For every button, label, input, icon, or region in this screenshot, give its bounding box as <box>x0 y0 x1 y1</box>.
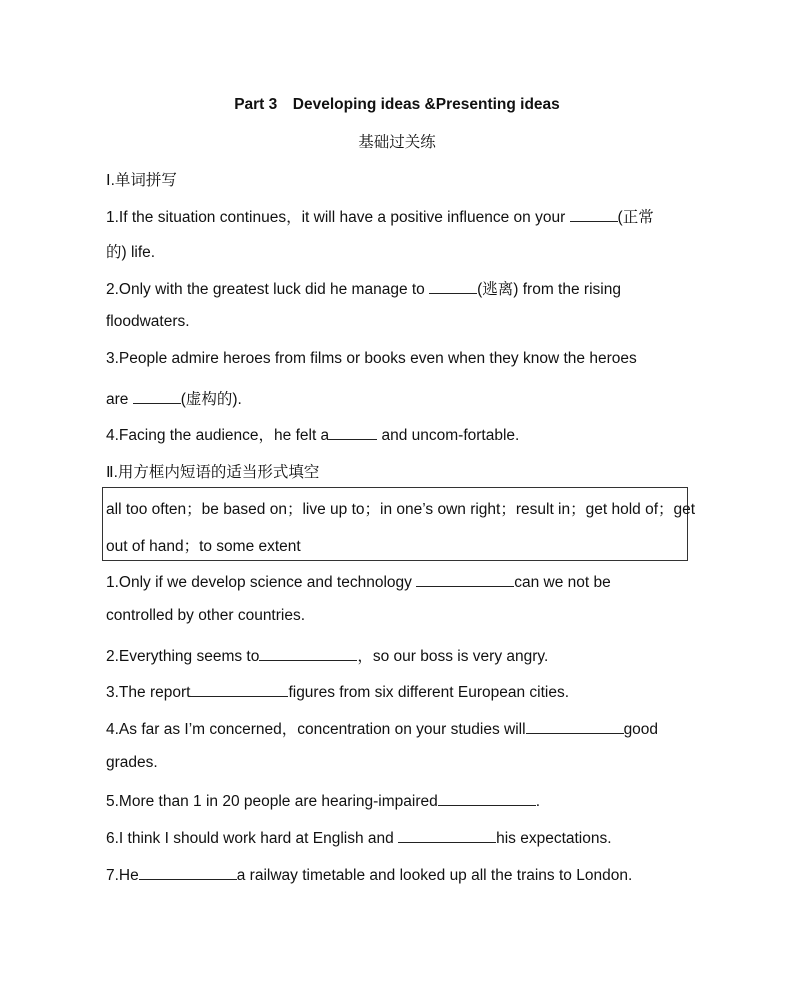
s2-q5-blank[interactable] <box>438 790 536 806</box>
s2-q4-text-end: good <box>623 721 659 738</box>
s2-q6-text: 6.I think I should work hard at English and <box>106 830 399 847</box>
s1-q4-blank[interactable] <box>329 424 377 440</box>
s1-q2-line2: floodwaters. <box>106 313 190 330</box>
s1-q2-blank[interactable] <box>429 278 477 294</box>
s2-q4-text: 4.As far as I’m concerned，concentration on your studies will <box>106 721 526 738</box>
s2-q1-text: 1.Only if we develop science and technology <box>106 574 417 591</box>
s1-q2-line1 <box>106 277 621 299</box>
s1-q3-line1: 3.People admire heroes from films or books even when they know the heroes <box>106 350 637 367</box>
s2-q6-text-end: his expectations. <box>496 830 612 847</box>
phrase-box-line2: out of hand；to some extent <box>106 538 301 555</box>
s1-q1-line1 <box>106 205 654 227</box>
s1-q1-line2: 的) life. <box>106 244 156 261</box>
section2-heading: Ⅱ.用方框内短语的适当形式填空 <box>106 464 320 481</box>
s1-q1-text: 1.If the situation continues，it will have a positive influence on your <box>106 209 570 226</box>
s2-q1-text-end: can we not be <box>514 574 611 591</box>
s2-q7-text-end: a railway timetable and looked up all the trains to London. <box>236 867 633 884</box>
s2-q5-text: 5.More than 1 in 20 people are hearing-impaired <box>106 793 438 810</box>
s1-q3-line2 <box>106 387 242 409</box>
s1-q2-hint: (逃离) <box>477 281 519 298</box>
s2-q2-text-end: ，so our boss is very angry. <box>357 648 549 665</box>
s2-q3-blank[interactable] <box>190 681 288 697</box>
s2-q3-text: 3.The report <box>106 684 191 701</box>
s2-q3-text-end: figures from six different European cities. <box>288 684 570 701</box>
s1-q3-text: are <box>106 391 133 408</box>
phrase-box-line1: all too often；be based on；live up to；in one’s own right；result in；get hold of；get <box>106 501 696 518</box>
s2-q5-end: . <box>535 793 541 810</box>
s2-q7-line1 <box>106 864 632 885</box>
s1-q4-text-end: and uncom-fortable. <box>377 427 520 444</box>
s2-q4-line2: grades. <box>106 754 158 771</box>
s2-q1-line1 <box>106 571 611 592</box>
s2-q4-blank[interactable] <box>526 718 624 734</box>
phrase-box <box>102 487 696 561</box>
s2-q1-blank[interactable] <box>416 571 514 587</box>
s2-q2-text: 2.Everything seems to <box>106 648 260 665</box>
page-title: Part 3 Developing ideas &Presenting ideas <box>234 96 560 113</box>
s2-q6-line1 <box>106 827 612 848</box>
s2-q3-line1 <box>106 681 569 702</box>
s2-q5-line1 <box>106 790 540 811</box>
s1-q2-text-end: from the rising <box>518 281 621 298</box>
s1-q4-text: 4.Facing the audience，he felt a <box>106 427 330 444</box>
s1-q3-end: . <box>237 391 242 408</box>
s1-q1-blank[interactable] <box>570 206 618 222</box>
s2-q4-line1 <box>106 717 658 739</box>
s1-q4-line1 <box>106 423 519 445</box>
s2-q2-line1 <box>106 644 548 666</box>
s1-q3-hint: (虚构的) <box>180 391 238 408</box>
s2-q7-text: 7.He <box>106 867 139 884</box>
s1-q2-text: 2.Only with the greatest luck did he manage to <box>106 281 430 298</box>
s2-q1-line2: controlled by other countries. <box>106 607 306 624</box>
page-subtitle: 基础过关练 <box>358 134 436 151</box>
s2-q6-blank[interactable] <box>398 827 496 843</box>
s1-q3-blank[interactable] <box>133 388 181 404</box>
section1-heading: Ⅰ.单词拼写 <box>106 172 177 189</box>
s1-q1-hint: (正常 <box>617 209 654 226</box>
s2-q7-blank[interactable] <box>139 864 237 880</box>
s2-q2-blank[interactable] <box>259 645 357 661</box>
